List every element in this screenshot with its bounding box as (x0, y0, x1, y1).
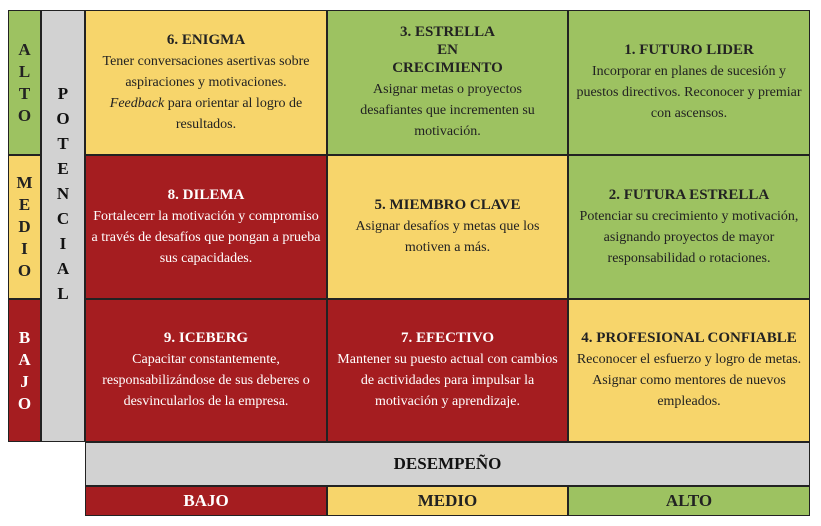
col-label-medio-text: MEDIO (417, 491, 478, 510)
cell-description: Fortalecerr la motivación y compromiso a través de desafíos que pongan a prueba sus capacidades. (91, 208, 321, 266)
grid-cell-enigma (85, 10, 327, 155)
cell-description: Tener conversaciones asertivas sobre aspiraciones y motivaciones. Feedback para orientar al logro de resultados. (102, 53, 310, 132)
row-label-alto-text: A L T O (17, 39, 32, 125)
cell-title: 4. PROFESIONAL CONFIABLE (581, 330, 797, 346)
grid-cell-futuro-lider (568, 10, 810, 155)
grid-cell-efectivo (327, 299, 568, 442)
cell-title: 1. FUTURO LIDER (624, 42, 754, 58)
cell-description: Capacitar constantemente, responsabilizándose de sus deberes o desvincularlos de la empresa. (102, 352, 310, 409)
desempeno-axis-label: DESEMPEÑO (393, 454, 502, 473)
cell-title: 2. FUTURA ESTRELLA (608, 186, 770, 203)
cell-title: 3. ESTRELLA EN CRECIMIENTO (392, 24, 503, 76)
row-label-bajo (8, 299, 41, 442)
cell-description: Asignar desafíos y metas que los motiven a más. (355, 219, 540, 255)
col-label-alto-text: ALTO (665, 491, 713, 510)
grid-cell-profesional-confiable (568, 299, 810, 442)
cell-description: Potenciar su crecimiento y motivación, asignando proyectos de mayor responsabilidad o rotaciones. (579, 208, 799, 266)
cell-title: 9. ICEBERG (163, 330, 249, 346)
col-label-alto (568, 486, 810, 516)
row-label-bajo-text: B A J O (17, 327, 32, 413)
cell-title: 5. MIEMBRO CLAVE (374, 197, 521, 213)
grid-cell-miembro-clave (327, 155, 568, 299)
potencial-axis (41, 10, 85, 442)
col-label-bajo (85, 486, 327, 516)
row-label-medio (8, 155, 41, 299)
grid-cell-futura-estrella (568, 155, 810, 299)
grid-cell-iceberg (85, 299, 327, 442)
grid-cell-dilema (85, 155, 327, 299)
cell-title: 8. DILEMA (167, 186, 245, 203)
cell-description: Asignar metas o proyectos desafiantes que incrementen su motivación. (360, 82, 535, 139)
col-label-bajo-text: BAJO (183, 491, 229, 510)
cell-description: Mantener su puesto actual con cambios de actividades para impulsar la motivación y aprendizaje. (337, 352, 558, 409)
grid-cell-estrella-en-crecimiento (327, 10, 568, 155)
col-label-medio (327, 486, 568, 516)
row-label-alto (8, 10, 41, 155)
cell-description: Incorporar en planes de sucesión y puestos directivos. Reconocer y premiar con ascensos. (576, 64, 802, 121)
cell-description: Reconocer el esfuerzo y logro de metas. Asignar como mentores de nuevos empleados. (576, 352, 802, 409)
desempeno-axis (85, 442, 810, 486)
cell-title: 6. ENIGMA (166, 31, 246, 48)
potencial-axis-label: P O T E N C I A L (56, 84, 70, 303)
row-label-medio-text: M E D I O (16, 173, 33, 280)
cell-title: 7. EFECTIVO (400, 330, 495, 346)
